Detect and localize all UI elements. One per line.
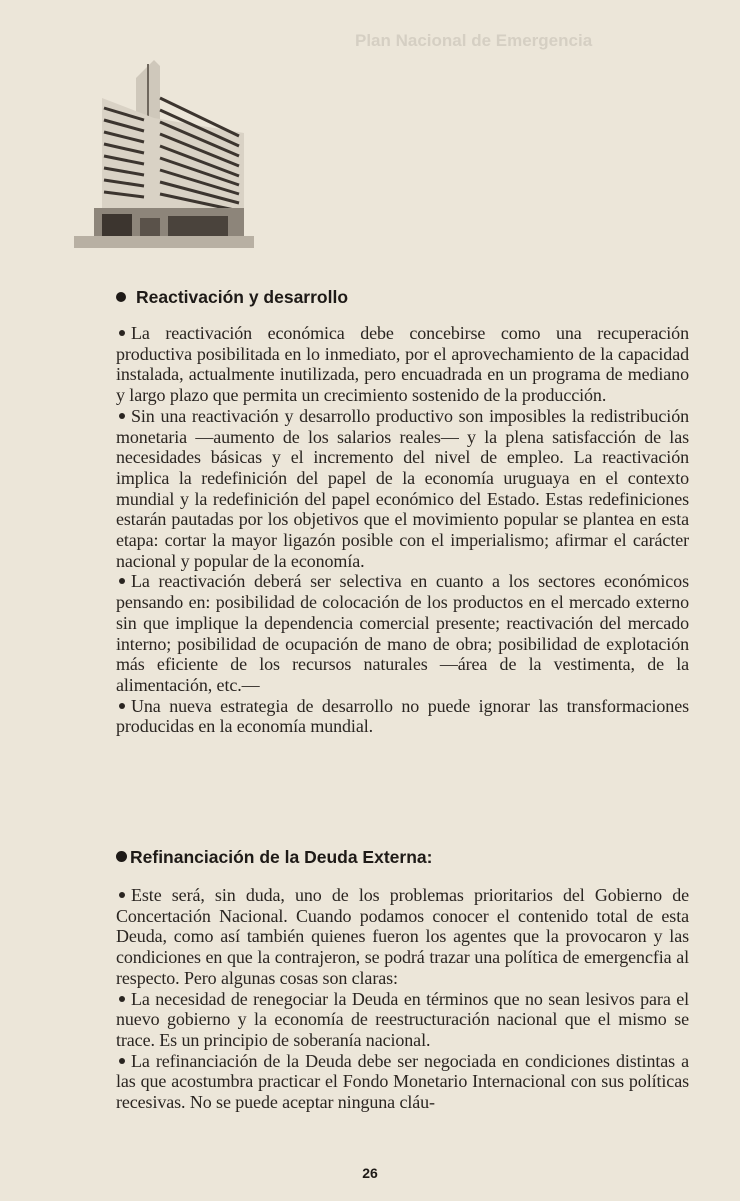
- bullet-icon: [116, 851, 127, 862]
- bullet-icon: [119, 996, 125, 1002]
- section-heading-text: Reactivación y desarrollo: [136, 287, 349, 307]
- bullet-icon: [119, 1058, 125, 1064]
- building-photo: [74, 58, 254, 248]
- bullet-icon: [119, 330, 125, 336]
- bleed-through-text: [355, 30, 725, 51]
- paragraph: La necesidad de renegociar la Deuda en términos que no sean lesivos para el nuevo gobierno y la economía de reestructuración nacional que el mismo se trace. Es un principio de soberanía nacional.: [116, 988, 689, 1050]
- paragraph: Sin una reactivación y desarrollo productivo son imposibles la redistribución monetaria —aumento de los salarios reales— y la plena satisfacción de las necesidades básicas y el incremento del nivel de empleo. La reactivación implica la redefinición del papel de la economía uruguaya en el contexto mundial y la redefinición del papel económico del Estado. Estas redefiniciones estarán pautadas por los objetivos que el movimiento popular se plantea en esta etapa: cortar la mayor ligazón posible con el imperialismo; afirmar el carácter nacional y popular de la economía.: [116, 405, 689, 571]
- section-heading-text: Refinanciación de la Deuda Externa:: [130, 847, 433, 867]
- bullet-icon: [119, 578, 125, 584]
- bullet-icon: [119, 413, 125, 419]
- page-number: 26: [362, 1165, 378, 1181]
- section-heading-deuda: [116, 847, 432, 868]
- paragraph: La reactivación deberá ser selectiva en cuanto a los sectores económicos pensando en: posibilidad de colocación de los productos en el mercado externo sin que implique la dependencia comercial presente; reactivación del mercado interno; posibilidad de ocupación de mano de obra; posibilidad de explotación más eficiente de los recursos naturales —área de la vestimenta, de la alimentación, etc.—: [116, 571, 689, 695]
- bullet-icon: [116, 292, 126, 302]
- paragraph: Este será, sin duda, uno de los problemas prioritarios del Gobierno de Concertación Nacional. Cuando podamos conocer el contenido total de esta Deuda, como así también quienes fueron los agentes que la provocaron y las condiciones en que la contrajeron, se podrá trazar una política de emergencfia al respecto. Pero algunas cosas son claras:: [116, 885, 689, 988]
- paragraph: La refinanciación de la Deuda debe ser negociada en condiciones distintas a las que acostumbra practicar el Fondo Monetario Internacional con sus políticas recesivas. No se puede aceptar ninguna cláu-: [116, 1050, 689, 1113]
- section-body-reactivacion: [116, 323, 689, 737]
- section-body-deuda: [116, 885, 689, 1113]
- bleed-through-heading: Plan Nacional de Emergencia: [355, 31, 593, 50]
- paragraph: La reactivación económica debe concebirse como una recuperación productiva posibilitada en lo inmediato, por el aprovechamiento de la capacidad instalada, actualmente inutilizada, pero encuadrada en un programa de mediano y largo plazo que permita un crecimiento sostenido de la producción.: [116, 323, 689, 406]
- section-heading-reactivacion: [116, 287, 348, 308]
- bullet-icon: [119, 703, 125, 709]
- bullet-icon: [119, 892, 125, 898]
- paragraph: Una nueva estrategia de desarrollo no puede ignorar las transformaciones producidas en la economía mundial.: [116, 695, 689, 737]
